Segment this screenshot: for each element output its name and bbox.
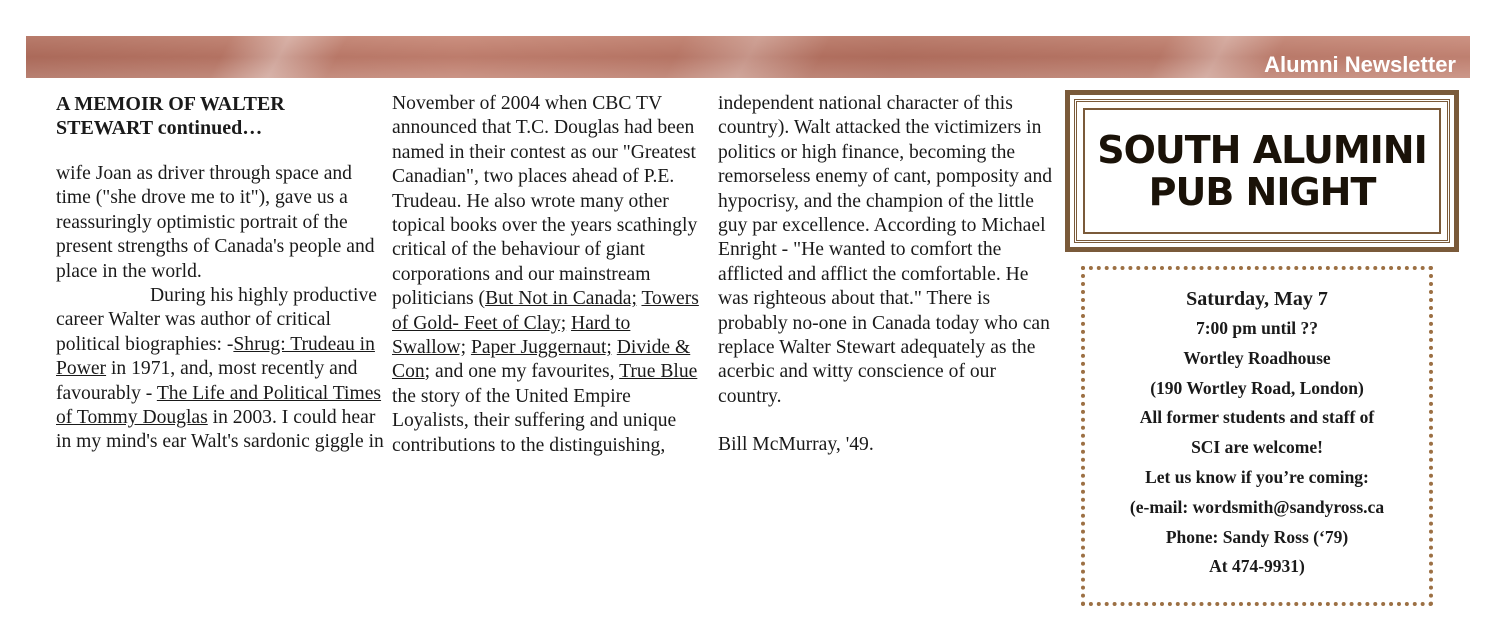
book-title-paper-juggernaut: Paper Juggernaut; — [470, 337, 612, 359]
pub-night-title-box — [1065, 90, 1459, 252]
article-heading: A MEMOIR OF WALTER STEWART continued… — [56, 93, 285, 139]
event-phone: Phone: Sandy Ross (‘79) — [1165, 526, 1349, 547]
pub-night-title-line-2: PUB NIGHT — [1148, 170, 1376, 214]
event-date: Saturday, May 7 — [1186, 288, 1328, 310]
text-span: the story of the United Empire Loyalists, their suffering and unique contributions to the distinguishing, — [392, 385, 677, 456]
event-time: 7:00 pm until ?? — [1195, 318, 1319, 338]
article-signature: Bill McMurray, '49. — [718, 434, 874, 456]
book-title-divide-and-con: Divide & Con — [392, 337, 691, 383]
book-title-true-blue: True Blue — [619, 361, 698, 383]
event-invite-2: SCI are welcome! — [1191, 437, 1323, 458]
pub-night-frame-inner — [1083, 108, 1441, 234]
book-title-but-not-in-canada: But Not in Canada; — [485, 288, 637, 310]
text-span: During his highly productive career Walter was author of critical political biographies: - — [56, 285, 377, 355]
pub-night-frame — [1074, 99, 1450, 243]
book-title-shrug: Shrug: Trudeau in Power — [56, 333, 375, 380]
event-venue: Wortley Roadhouse — [1183, 347, 1331, 368]
book-title-hard-to-swallow: Hard to Swallow; — [392, 312, 631, 359]
paragraph-3 — [392, 92, 707, 458]
paragraph-1: wife Joan as driver through space and time ("she drove me to it"), gave us a reassuringly optimistic portrait of the present strengths of Canada's people and place in the world. — [56, 163, 375, 282]
event-address: (190 Wortley Road, London) — [1150, 377, 1364, 398]
paragraph-2 — [56, 284, 386, 455]
event-invite-1: All former students and staff of — [1139, 407, 1375, 428]
text-span: November of 2004 when CBC TV announced that T.C. Douglas had been named in their contest as our "Greatest Canadian", two places ahead of P.E. Trudeau. He also wrote many other topical books over the years scathingly critical of the behaviour of giant corporations and our mainstream politicians ( — [392, 93, 698, 310]
book-title-tommy-douglas: The Life and Political Times of Tommy Douglas — [56, 382, 382, 429]
event-rsvp: Let us know if you’re coming: — [1145, 466, 1369, 487]
newsletter-banner — [26, 36, 1470, 78]
text-span: ; and one my favourites, — [424, 361, 620, 383]
article-column-3 — [718, 92, 1058, 458]
newsletter-title: Alumni Newsletter — [1264, 52, 1456, 77]
event-email: (e-mail: wordsmith@sandyross.ca — [1129, 496, 1385, 517]
article-column-1 — [56, 92, 386, 455]
text-span: in 1971, and, most recently and favourably - — [56, 358, 358, 404]
article-column-2 — [392, 92, 707, 458]
pub-night-title-line-1: SOUTH ALUMINI — [1097, 128, 1427, 172]
paragraph-4: independent national character of this country). Walt attacked the victimizers in politics or high finance, becoming the remorseless enemy of cant, pomposity and hypocrisy, and the champion of the little guy par excellence. According to Michael Enright - "He wanted to comfort the afflicted and afflict the comfortable. He was righteous about that." There is probably no-one in Canada today who can replace Walter Stewart adequately as the acerbic and witty conscience of our country. — [718, 93, 1053, 407]
text-span: in 2003. I could hear in my mind's ear Walt's sardonic giggle in — [56, 407, 384, 453]
book-title-towers-of-gold: Towers of Gold- Feet of Clay; — [392, 288, 699, 334]
event-phone-number: At 474-9931) — [1209, 556, 1305, 577]
event-details-box — [1081, 266, 1433, 606]
